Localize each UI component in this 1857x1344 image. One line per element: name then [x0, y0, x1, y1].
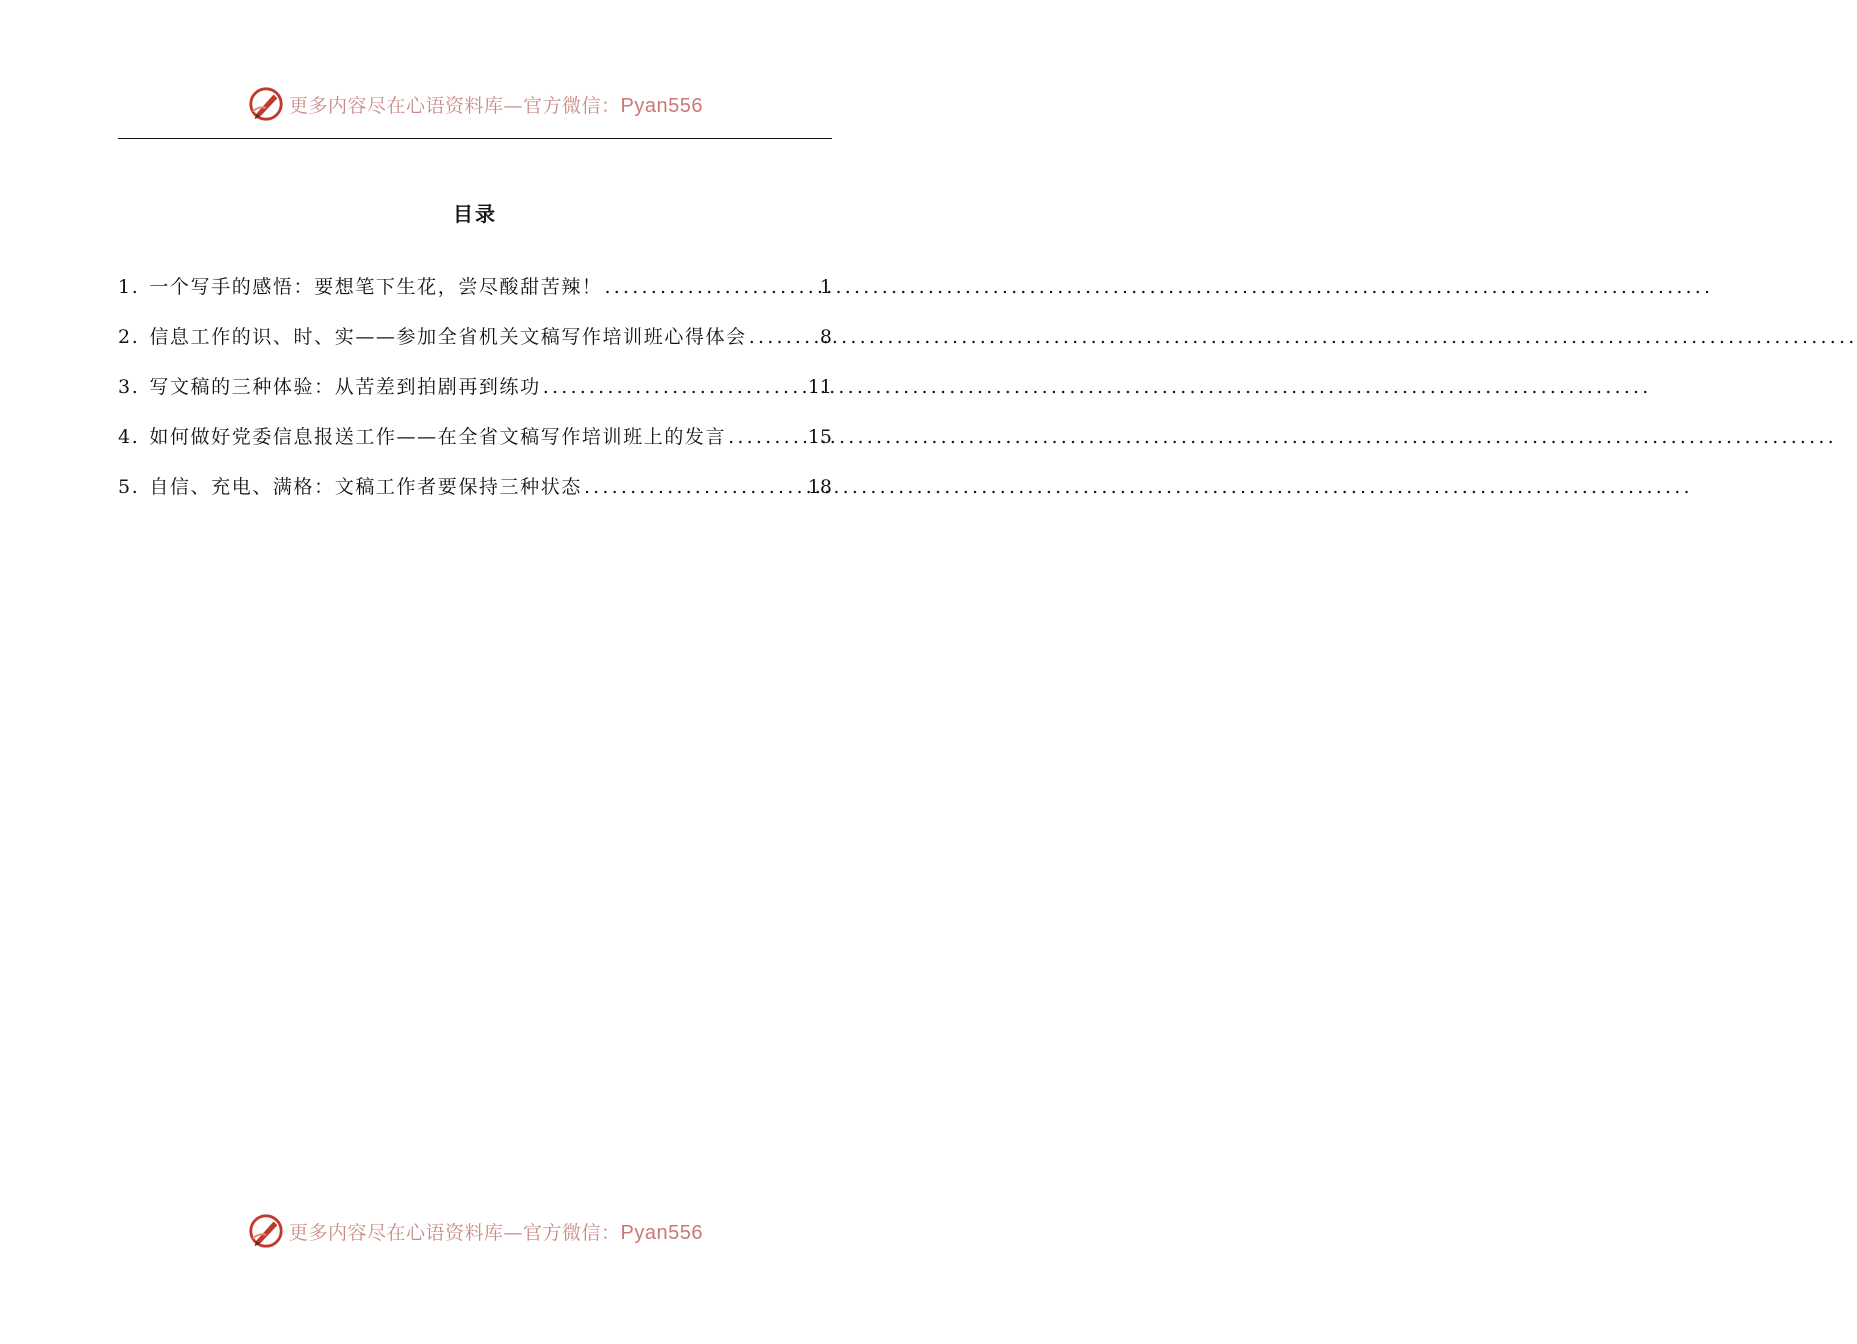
toc-entry-title: 信息工作的识、时、实——参加全省机关文稿写作培训班心得体会: [149, 326, 747, 348]
toc-entry-4[interactable]: [118, 422, 832, 472]
pen-logo-icon: [247, 85, 285, 123]
banner-wechat-id: Pyan556: [620, 1221, 703, 1244]
toc-entry-title: 写文稿的三种体验：从苦差到拍剧再到练功: [149, 376, 541, 398]
toc-entry-3[interactable]: [118, 372, 832, 422]
footer-banner: [0, 1209, 950, 1253]
toc-entry-title: 如何做好党委信息报送工作——在全省文稿写作培训班上的发言: [149, 426, 727, 448]
toc-entry-title: 一个写手的感悟：要想笔下生花，尝尽酸甜苦辣！: [149, 276, 603, 298]
toc-entry-number: 1.: [118, 276, 140, 298]
banner-text-cn: 更多内容尽在心语资料库—官方微信：: [289, 94, 621, 117]
toc-entry-number: 2.: [118, 326, 140, 348]
toc-entry-number: 4.: [118, 426, 140, 448]
toc-entry-page: 1: [819, 276, 832, 298]
toc-entry-number: 3.: [118, 376, 140, 398]
toc-title: 目录: [453, 202, 497, 226]
toc-dot-leader: [543, 376, 806, 398]
toc-entry-1[interactable]: [118, 272, 832, 322]
toc-entry-number: 5.: [118, 476, 140, 498]
toc-entry-page: 11: [807, 376, 832, 398]
toc-dot-leader: [749, 326, 818, 348]
banner-text: [289, 91, 703, 118]
toc-list: [118, 272, 832, 522]
banner-text: [289, 1218, 703, 1245]
toc-entry-page: 15: [807, 426, 832, 448]
toc-dot-leader: [728, 426, 806, 448]
toc-dot-leader: [584, 476, 806, 498]
toc-entry-page: 18: [807, 476, 832, 498]
banner-wechat-id: Pyan556: [620, 94, 703, 117]
toc-entry-title: 自信、充电、满格：文稿工作者要保持三种状态: [149, 476, 582, 498]
banner-text-cn: 更多内容尽在心语资料库—官方微信：: [289, 1221, 621, 1244]
pen-logo-icon: [247, 1212, 285, 1250]
header-divider: [118, 138, 832, 139]
toc-entry-5[interactable]: [118, 472, 832, 522]
header-banner: [0, 82, 950, 126]
toc-dot-leader: [605, 276, 818, 298]
toc-entry-2[interactable]: [118, 322, 832, 372]
toc-entry-page: 8: [819, 326, 832, 348]
